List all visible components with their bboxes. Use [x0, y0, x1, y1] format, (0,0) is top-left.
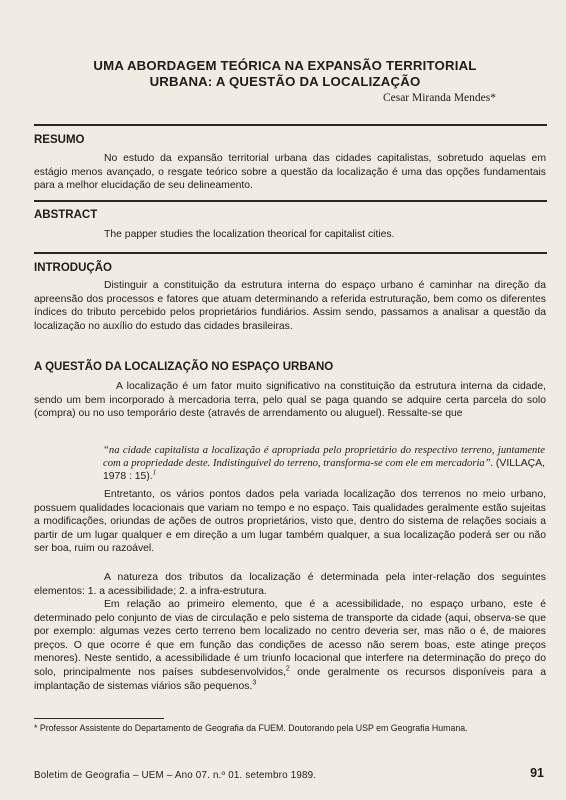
article-title	[40, 58, 530, 90]
body-paragraph-1: A localização é um fator muito significativo na constituição da estrutura interna da cidade, sendo um bem incorporado à mercadoria terra, pelo qual se paga quando se adquire certa parcela do solo (compra) ou no uso temporário deste (através de arrendamento ou aluguel). Ressalte-se que	[34, 381, 546, 420]
title-line-1: UMA ABORDAGEM TEÓRICA NA EXPANSÃO TERRITORIAL	[93, 58, 477, 73]
title-line-2: URBANA: A QUESTÃO DA LOCALIZAÇÃO	[149, 74, 421, 89]
section-heading: A QUESTÃO DA LOCALIZAÇÃO NO ESPAÇO URBANO	[34, 361, 334, 373]
resumo-heading: RESUMO	[34, 134, 85, 146]
journal-footer: Boletim de Geografia – UEM – Ano 07. n.º 01. setembro 1989.	[34, 770, 317, 781]
body-paragraph-3: A natureza dos tributos da localização é determinada pela inter-relação dos seguintes elementos: 1. a acessibilidade; 2. a infra-estrutura.	[34, 572, 546, 597]
footnote-marker-3: 3	[252, 679, 257, 687]
body-paragraph-4-text-b: onde geralmente os recursos disponíveis para a implantação de sistemas viários são pequenos.	[34, 666, 546, 692]
body-paragraph-4	[34, 598, 546, 693]
introducao-text: Distinguir a constituição da estrutura interna do espaço urbano é caminhar na direção da apreensão dos processos e fatores que atuam determinando a referida estruturação, bem como os diferentes índices do tributo percebido pelos proprietários fundiários. Assim sendo, passamos a analisar a questão da localização no auxílio do estudo das cidades brasileiras.	[34, 280, 546, 332]
page-number: 91	[530, 766, 544, 780]
divider	[34, 124, 547, 126]
abstract-heading: ABSTRACT	[34, 209, 98, 221]
divider	[34, 200, 547, 202]
author-name: Cesar Miranda Mendes*	[382, 92, 496, 104]
resumo-text: No estudo da expansão territorial urbana das cidades capitalistas, sobretudo aquelas em estágio menos avançado, o resgate teórico sobre a questão da localização é uma das opções fundamentais para a melhor elucidação de seu delineamento.	[34, 153, 546, 192]
introducao-heading: INTRODUÇÃO	[34, 262, 112, 274]
footnote-marker-2: 2	[285, 665, 290, 673]
quote-text: “na cidade capitalista a localização é apropriada pelo proprietário do respectivo terreno, juntamente com a propriedade deste. Indistinguível do terreno, transforma-se com ele em mercadoria”.	[103, 445, 545, 470]
footnote-marker-1: 1	[152, 468, 157, 477]
body-paragraph-4-text-a: Em relação ao primeiro elemento, que é a acessibilidade, no espaço urbano, este é determinado pelo conjunto de vias de circulação e pelo sistema de transporte da cidade (aqui, observa-se que por exemplo: algumas vezes certo terreno bem localizado no centro deveria ser, mas não o é, de maiores preços. O que ocorre é que em função das condições de acesso não serem boas, este atinge preços menores). Neste sentido, a acessibilidade é um triunfo locacional que interfere na determinação do preço do solo, principalmente nos países subdesenvolvidos,	[34, 599, 546, 678]
abstract-text: The papper studies the localization theorical for capitalist cities.	[104, 229, 395, 240]
author-footnote: * Professor Assistente do Departamento de Geografia da FUEM. Doutorando pela USP em Geografia Humana.	[34, 723, 468, 733]
block-quote	[103, 444, 545, 484]
footnote-divider	[34, 718, 164, 719]
quote-reference: (VILLAÇA, 1978 : 15).	[103, 458, 546, 483]
body-paragraph-2: Entretanto, os vários pontos dados pela variada localização dos terrenos no meio urbano, possuem qualidades locacionais que variam no tempo e no espaço. Tais qualidades geralmente estão sujeitas a modificações, oriundas de ações de outros proprietários, visto que, dentro do sistema de relações sociais a partir de um lugar qualquer e em direção a um lugar também qualquer, a sua localização poderá ser ou não ser boa, ruim ou razoável.	[34, 489, 546, 555]
divider	[34, 252, 547, 254]
